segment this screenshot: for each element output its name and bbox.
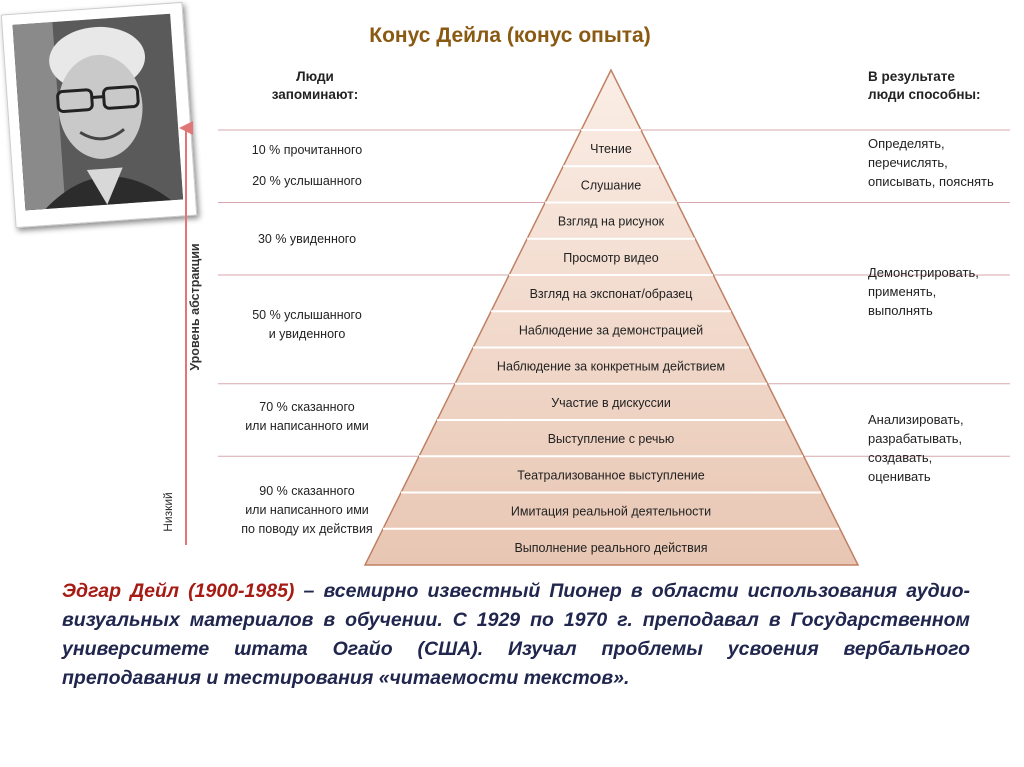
page-title: Конус Дейла (конус опыта) bbox=[369, 24, 651, 47]
memory-label-line: или написанного ими bbox=[245, 503, 369, 517]
cone-level-label: Наблюдение за демонстрацией bbox=[518, 323, 704, 338]
left-header-line: Люди bbox=[296, 69, 334, 84]
ability-label-line: оценивать bbox=[868, 469, 931, 484]
ability-label-line: описывать, пояснять bbox=[868, 174, 994, 189]
bio-text: – всемирно известный Пионер в области использования аудио-визуальных материалов в обучении. С 1929 по 1970 г. преподавал в Государственном университете штата Огайо (США). Изучал проблемы усвоения вербального преподавания и тестирования «читаемости текстов». bbox=[62, 580, 970, 689]
ability-label bbox=[868, 410, 1018, 486]
axis-low-label: Низкий bbox=[161, 492, 175, 532]
ability-label-line: Демонстрировать, bbox=[868, 265, 979, 280]
right-header-line: В результате bbox=[868, 69, 955, 84]
memory-label-line: 90 % сказанного bbox=[259, 484, 355, 498]
cone-level-label: Выступление с речью bbox=[547, 432, 675, 447]
memory-label-line: 70 % сказанного bbox=[259, 400, 355, 414]
right-header-line: люди способны: bbox=[868, 87, 981, 102]
bio-name: Эдгар Дейл (1900-1985) bbox=[62, 580, 295, 602]
cone-level-label: Взгляд на экспонат/образец bbox=[529, 287, 693, 302]
ability-label-line: создавать, bbox=[868, 450, 933, 465]
memory-label bbox=[218, 398, 396, 436]
memory-label-line: и увиденного bbox=[268, 327, 346, 341]
cone-level-label: Наблюдение за конкретным действием bbox=[496, 359, 726, 374]
cone-level-label: Имитация реальной деятельности bbox=[510, 504, 712, 519]
ability-label bbox=[868, 134, 1018, 191]
memory-label-line: 50 % услышанного bbox=[252, 308, 362, 322]
cone-level-label: Слушание bbox=[580, 178, 642, 193]
axis-label: Уровень абстракции bbox=[188, 243, 202, 371]
memory-label-line: 30 % увиденного bbox=[257, 232, 357, 246]
memory-label bbox=[218, 172, 396, 191]
cone-level-label: Участие в дискуссии bbox=[551, 395, 671, 410]
ability-label-line: применять, bbox=[868, 284, 937, 299]
cone-level-label: Выполнение реального действия bbox=[514, 540, 708, 555]
memory-label-line: 10 % прочитанного bbox=[251, 143, 363, 157]
ability-label-line: разрабатывать, bbox=[868, 431, 963, 446]
cone-level-label: Просмотр видео bbox=[563, 250, 659, 265]
cone-level-label: Театрализованное выступление bbox=[517, 468, 705, 483]
memory-label bbox=[218, 306, 396, 344]
memory-label-line: по поводу их действия bbox=[241, 522, 373, 536]
ability-label-line: Анализировать, bbox=[868, 412, 964, 427]
memory-label bbox=[218, 230, 396, 249]
memory-label-line: или написанного ими bbox=[245, 419, 369, 433]
cone-level-label: Взгляд на рисунок bbox=[557, 214, 665, 229]
ability-label-line: перечислять, bbox=[868, 155, 948, 170]
left-header-line: запоминают: bbox=[271, 87, 359, 102]
memory-label-line: 20 % услышанного bbox=[252, 174, 362, 188]
ability-label bbox=[868, 263, 1018, 320]
cone-level-label: Чтение bbox=[590, 142, 632, 157]
memory-label bbox=[218, 482, 396, 539]
biography bbox=[62, 577, 970, 693]
ability-label-line: Определять, bbox=[868, 136, 945, 151]
ability-label-line: выполнять bbox=[868, 303, 933, 318]
memory-label bbox=[218, 141, 396, 160]
